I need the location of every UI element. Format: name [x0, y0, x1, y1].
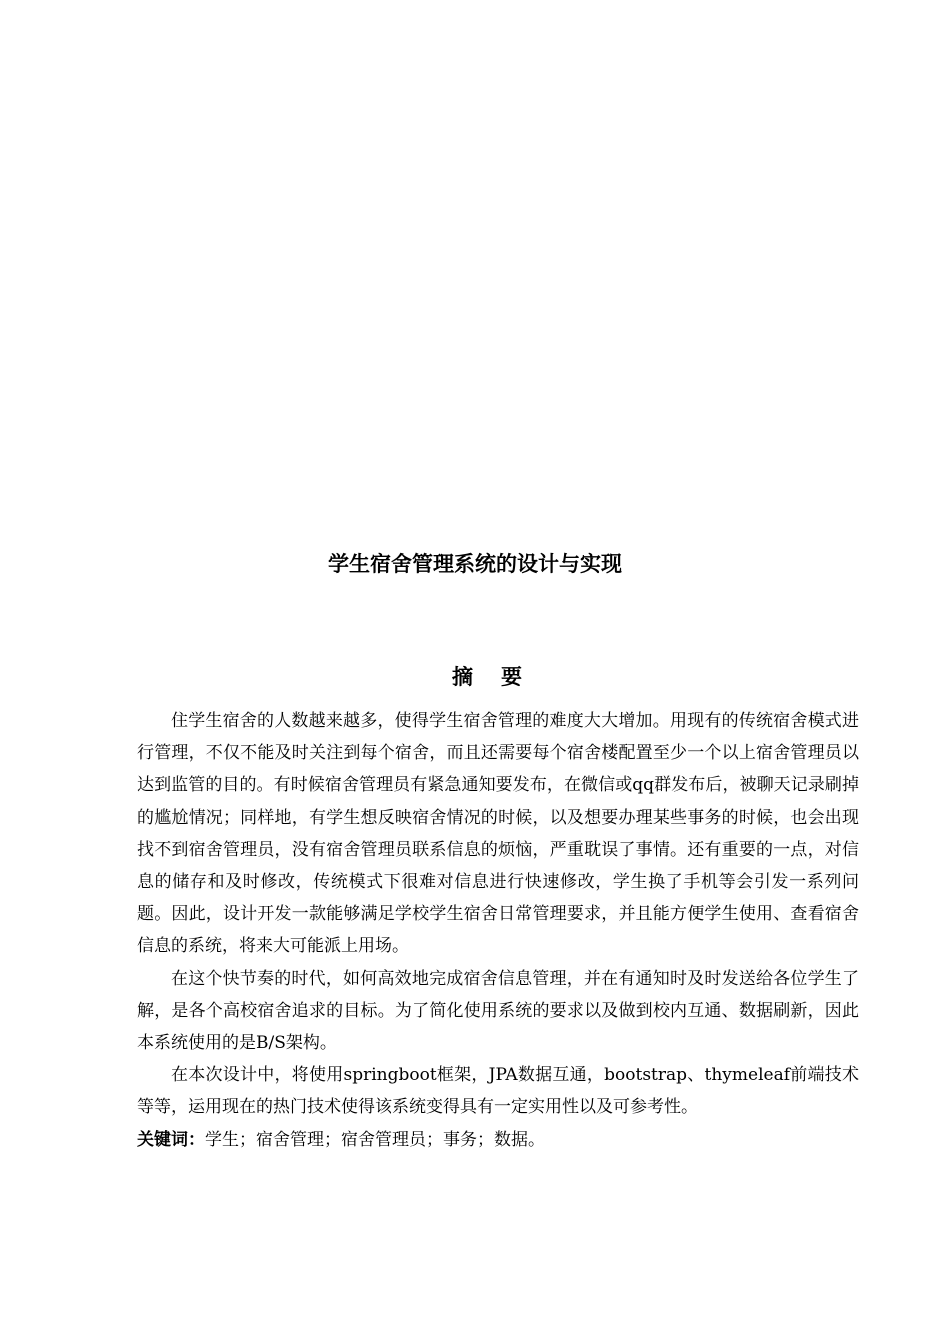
document-title: 学生宿舍管理系统的设计与实现 [328, 552, 622, 576]
abstract-paragraph-2: 在这个快节奏的时代，如何高效地完成宿舍信息管理，并在有通知时及时发送给各位学生了解，是各个高校宿舍追求的目标。为了简化使用系统的要求以及做到校内互通、数据刷新，因此本系统使用的是B/S架构。 [137, 968, 859, 1054]
abstract-body [137, 705, 859, 1156]
abstract-paragraph-3: 在本次设计中，将使用springboot框架，JPA数据互通，bootstrap、thymeleaf前端技术等等，运用现在的热门技术使得该系统变得具有一定实用性以及可参考性。 [137, 1065, 859, 1118]
abstract-paragraph-1: 住学生宿舍的人数越来越多，使得学生宿舍管理的难度大大增加。用现有的传统宿舍模式进行管理，不仅不能及时关注到每个宿舍，而且还需要每个宿舍楼配置至少一个以上宿舍管理员以达到监管的目的。有时候宿舍管理员有紧急通知要发布，在微信或qq群发布后，被聊天记录刷掉的尴尬情况；同样地，有学生想反映宿舍情况的时候，以及想要办理某些事务的时候，也会出现找不到宿舍管理员，没有宿舍管理员联系信息的烦恼，严重耽误了事情。还有重要的一点，对信息的储存和及时修改，传统模式下很难对信息进行快速修改，学生换了手机等会引发一系列问题。因此，设计开发一款能够满足学校学生宿舍日常管理要求，并且能方便学生使用、查看宿舍信息的系统，将来大可能派上用场。 [137, 711, 859, 957]
keywords-line [137, 1124, 859, 1156]
abstract-heading: 摘要 [452, 665, 550, 689]
keywords-text: 学生；宿舍管理；宿舍管理员；事务；数据。 [205, 1129, 545, 1150]
keywords-label: 关键词： [137, 1129, 205, 1150]
